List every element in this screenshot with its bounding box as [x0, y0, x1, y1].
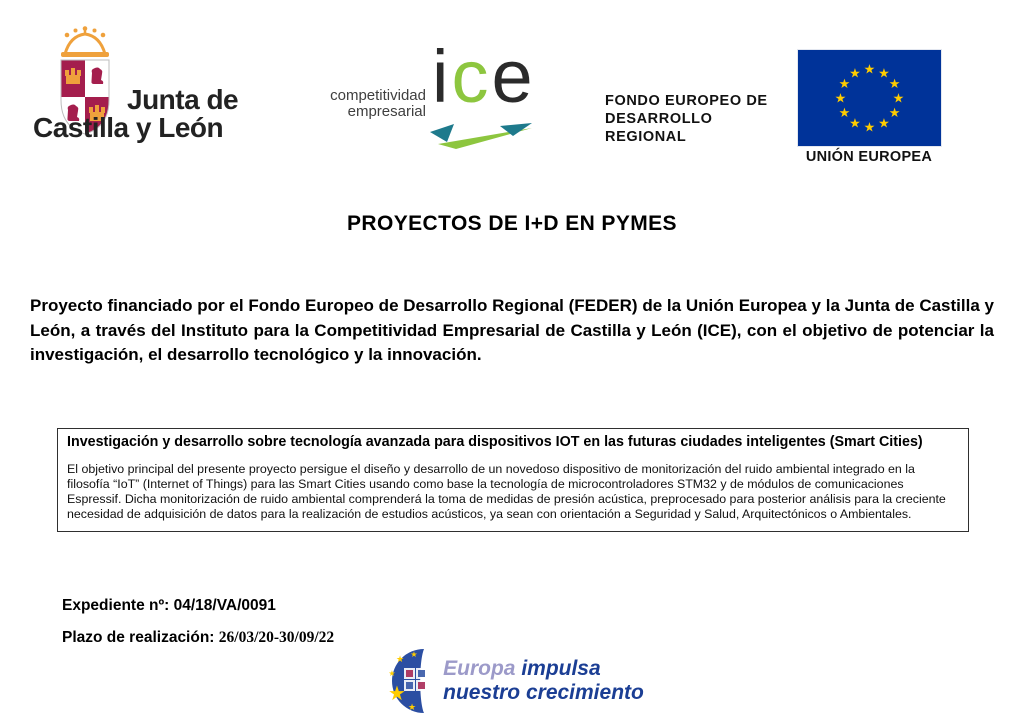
- svg-text:★: ★: [888, 77, 901, 92]
- europa-impulsa-logo: [0, 648, 1024, 714]
- feder-title-line2: DESARROLLO: [605, 111, 713, 127]
- ice-tagline-line2: empresarial: [347, 103, 426, 120]
- svg-text:★: ★: [388, 669, 396, 678]
- project-box: [57, 428, 969, 532]
- svg-text:★: ★: [863, 62, 876, 78]
- europa-crecimiento-icon: [380, 648, 436, 714]
- ice-tagline: [312, 88, 426, 120]
- intro-paragraph: Proyecto financiado por el Fondo Europeo de Desarrollo Regional (FEDER) de la Unión Europea y la Junta de Castilla y León, a través del Instituto para la Competitividad Empresarial de Castilla y León (ICE), con el objetivo de potenciar la investigación, el desarrollo tecnológico y la innovación.: [30, 296, 994, 364]
- svg-text:★: ★: [863, 120, 876, 136]
- europa-impulsa-line2: nuestro crecimiento: [443, 681, 644, 704]
- svg-text:★: ★: [388, 681, 407, 705]
- feder-title: [605, 92, 768, 146]
- ice-swoosh-icon: [428, 116, 536, 154]
- junta-wordmark-line2: Castilla y León: [33, 112, 224, 143]
- expediente-line: [62, 597, 276, 615]
- svg-text:★: ★: [408, 703, 417, 713]
- project-box-title: Investigación y desarrollo sobre tecnología avanzada para dispositivos IOT en las futuras ciudades inteligentes (Smart Cities): [67, 434, 923, 450]
- page-title: PROYECTOS DE I+D EN PYMES: [347, 212, 677, 235]
- svg-text:★: ★: [878, 66, 890, 82]
- eu-flag-caption: UNIÓN EUROPEA: [805, 149, 933, 165]
- svg-text:★: ★: [878, 116, 890, 132]
- project-box-description: El objetivo principal del presente proyecto persigue el diseño y desarrollo de un novedoso dispositivo de monitorización del ruido ambiental integrado en la filosofía “IoT” (Internet of Things) para las Smart Cities usando como base la tecnología de microcontroladores STM32 y de módulos de comunicaciones Espressif. Dicha monitorización de ruido ambiental comprenderá la toma de medidas de presión acústica, preprocesado para posterior análisis para la creciente necesidad de adquisición de datos para la realización de estudios acústicos, ya sean con orientación a Seguridad y Salud, Arquitectónicos o Ambientales.: [67, 461, 946, 522]
- svg-text:★: ★: [849, 66, 861, 82]
- svg-text:★: ★: [396, 655, 405, 665]
- europa-impulsa-line1: [443, 657, 644, 681]
- ice-letter-i: i: [432, 35, 452, 118]
- svg-text:★: ★: [892, 91, 905, 107]
- svg-text:★: ★: [888, 106, 901, 121]
- ice-letter-c: c: [451, 35, 492, 118]
- eu-flag-icon: [797, 49, 942, 147]
- junta-wordmark-line1: Junta de: [127, 84, 239, 115]
- ice-wordmark: [432, 35, 536, 118]
- svg-text:★: ★: [838, 77, 851, 92]
- svg-text:★: ★: [838, 106, 851, 121]
- impulsa-word: impulsa: [521, 657, 601, 680]
- svg-text:★: ★: [834, 91, 847, 107]
- feder-title-line1: FONDO EUROPEO DE: [605, 93, 768, 109]
- svg-text:★: ★: [849, 116, 861, 132]
- plazo-label: Plazo de realización:: [62, 629, 215, 646]
- svg-text:★: ★: [410, 650, 418, 659]
- europa-word: Europa: [443, 657, 516, 680]
- feder-title-line3: REGIONAL: [605, 129, 687, 145]
- plazo-line: [62, 629, 334, 647]
- ice-letter-e: e: [491, 35, 536, 118]
- expediente-value: 04/18/VA/0091: [173, 597, 276, 614]
- expediente-label: Expediente nº:: [62, 597, 170, 614]
- europa-impulsa-text: [443, 657, 644, 705]
- ice-tagline-line1: competitividad: [330, 87, 426, 104]
- plazo-value: 26/03/20-30/09/22: [218, 629, 335, 646]
